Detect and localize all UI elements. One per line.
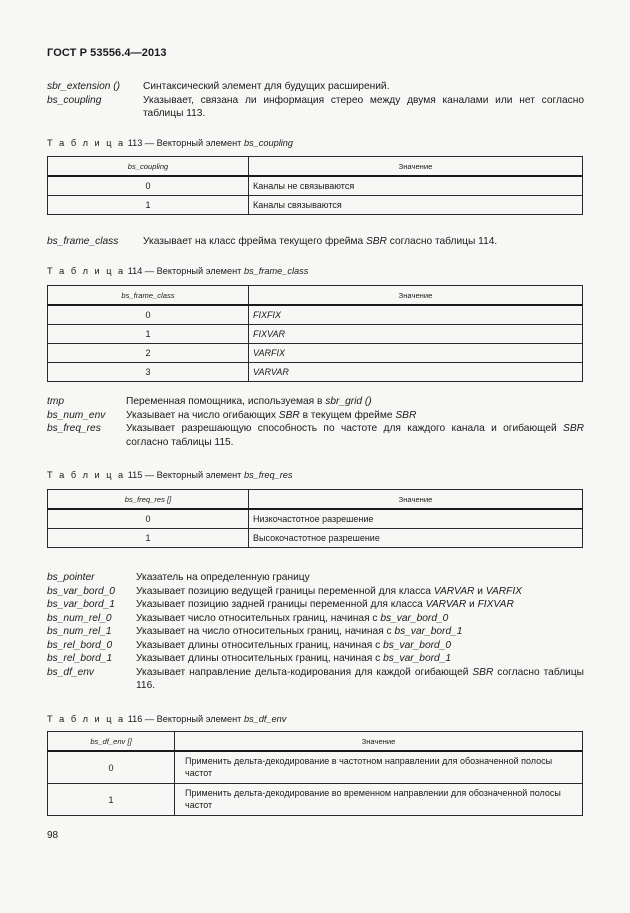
table-116-caption: Т а б л и ц а 116 — Векторный элемент bs_df_env xyxy=(47,714,287,724)
definition-text xyxy=(136,612,584,626)
cell-meaning: Применить дельта-декодирование во временном направлении для обозначенной полосы частот xyxy=(175,784,583,816)
definition-term: bs_df_env xyxy=(47,666,95,678)
definition-text-segment: Указывает позицию задней границы переменной для класса xyxy=(136,599,426,610)
definition-text-segment: SBR xyxy=(472,666,494,678)
definition-text-segment: и xyxy=(466,599,478,610)
table-115-caption: Т а б л и ц а 115 — Векторный элемент bs_freq_res xyxy=(47,470,293,480)
definition-text-segment: Указывает, связана ли информация стерео между двумя каналами или нет согласно таблицы 113. xyxy=(143,94,584,119)
definition-text-segment: согласно таблицы 114. xyxy=(386,236,498,247)
definition-term: bs_freq_res xyxy=(47,423,101,434)
definition-text-segment: SBR xyxy=(563,423,584,434)
cell-code: 0 xyxy=(48,305,249,325)
table-113-caption: Т а б л и ц а 113 — Векторный элемент bs_coupling xyxy=(47,138,293,148)
definition-text-segment: согласно таблицы 115. xyxy=(126,436,234,448)
definition-term: bs_var_bord_1 xyxy=(47,599,115,610)
definition-text xyxy=(136,652,584,666)
definition-text xyxy=(126,395,584,409)
table-row xyxy=(48,196,583,215)
definition-text-segment: bs_var_bord_1 xyxy=(383,653,452,664)
column-header-value: Значение xyxy=(249,157,583,177)
cell-meaning: Применить дельта-декодирование в частотном направлении для обозначенной полосы частот xyxy=(175,751,583,784)
table-row xyxy=(48,363,583,382)
table-row xyxy=(48,509,583,529)
cell-meaning: Высокочастотное разрешение xyxy=(249,529,583,548)
cell-code: 2 xyxy=(48,344,249,363)
cell-code: 0 xyxy=(48,751,175,784)
column-header-value: Значение xyxy=(249,286,583,306)
definition-text-segment: bs_var_bord_1 xyxy=(394,626,463,637)
column-header-element: bs_df_env [] xyxy=(48,732,175,752)
definition-text-segment: VARFIX xyxy=(485,585,522,597)
table-row xyxy=(48,529,583,548)
definition-text xyxy=(136,666,584,693)
definition-text-segment: Указатель на определенную границу xyxy=(136,572,310,583)
definitions-block-2 xyxy=(47,235,584,249)
definition-row xyxy=(47,666,584,693)
definition-text xyxy=(136,639,584,653)
definition-term: bs_rel_bord_0 xyxy=(47,639,113,651)
cell-code: 0 xyxy=(48,509,249,529)
cell-meaning: VARVAR xyxy=(249,363,583,382)
definition-term: bs_pointer xyxy=(47,572,95,583)
definition-term: bs_frame_class xyxy=(47,236,119,247)
definition-row xyxy=(47,652,584,666)
definition-text-segment: sbr_grid () xyxy=(325,396,372,407)
page-number: 98 xyxy=(47,830,59,841)
definition-row xyxy=(47,94,584,121)
definition-text xyxy=(143,235,584,249)
definition-term: bs_var_bord_0 xyxy=(47,585,115,597)
table-row xyxy=(48,784,583,816)
definition-text-segment: VARVAR xyxy=(433,585,475,597)
definition-text-segment: Указывает позицию ведущей границы переменной для класса xyxy=(136,585,434,597)
definition-term: bs_num_rel_0 xyxy=(47,612,112,624)
definition-term: bs_num_env xyxy=(47,409,106,421)
definition-text-segment: Указывает число относительных границ, начиная с xyxy=(136,612,381,624)
cell-code: 0 xyxy=(48,176,249,196)
cell-meaning: FIXFIX xyxy=(249,305,583,325)
definition-row xyxy=(47,639,584,653)
definition-row xyxy=(47,235,584,249)
definition-text-segment: SBR xyxy=(278,409,300,421)
document-header: ГОСТ Р 53556.4—2013 xyxy=(47,47,167,59)
definition-text-segment: Указывает разрешающую способность по частоте для каждого канала и огибающей xyxy=(126,423,564,434)
definition-text xyxy=(136,625,584,639)
table-row xyxy=(48,305,583,325)
cell-code: 1 xyxy=(48,325,249,344)
cell-code: 3 xyxy=(48,363,249,382)
cell-code: 1 xyxy=(48,196,249,215)
column-header-element: bs_coupling xyxy=(48,157,249,177)
definition-row xyxy=(47,571,584,585)
definition-text-segment: Указывает длины относительных границ, начиная с xyxy=(136,653,384,664)
definition-text-segment: SBR xyxy=(365,236,387,247)
cell-meaning: FIXVAR xyxy=(249,325,583,344)
definitions-block-1 xyxy=(47,80,584,121)
table-116 xyxy=(47,731,583,816)
definition-text xyxy=(136,571,584,585)
definition-text-segment: и xyxy=(474,585,486,597)
definition-term: bs_num_rel_1 xyxy=(47,626,112,637)
table-row xyxy=(48,344,583,363)
definition-term: sbr_extension () xyxy=(47,81,121,92)
definition-text xyxy=(126,409,584,423)
column-header-value: Значение xyxy=(249,490,583,510)
table-114-caption: Т а б л и ц а 114 — Векторный элемент bs_frame_class xyxy=(47,266,309,276)
definitions-block-4 xyxy=(47,571,584,693)
cell-meaning: Каналы связываются xyxy=(249,196,583,215)
definition-text-segment: SBR xyxy=(395,409,417,421)
definition-text xyxy=(136,598,584,612)
definition-row xyxy=(47,422,584,449)
table-113 xyxy=(47,156,583,215)
definition-text-segment: Переменная помощника, используемая в xyxy=(126,396,326,407)
definition-text xyxy=(126,422,584,449)
column-header-element: bs_freq_res [] xyxy=(48,490,249,510)
cell-code: 1 xyxy=(48,529,249,548)
definition-text-segment: Указывает длины относительных границ, начиная с xyxy=(136,639,384,651)
column-header-value: Значение xyxy=(175,732,583,752)
definition-row xyxy=(47,395,584,409)
definition-text-segment: Указывает на число огибающих xyxy=(126,409,279,421)
definition-term: bs_coupling xyxy=(47,94,102,106)
table-row xyxy=(48,325,583,344)
definition-text-segment: FIXVAR xyxy=(477,599,514,610)
definitions-block-3 xyxy=(47,395,584,449)
definition-term: bs_rel_bord_1 xyxy=(47,653,113,664)
definition-text-segment: Синтаксический элемент для будущих расширений. xyxy=(143,81,390,92)
definition-row xyxy=(47,585,584,599)
cell-meaning: VARFIX xyxy=(249,344,583,363)
table-row xyxy=(48,751,583,784)
table-row xyxy=(48,176,583,196)
column-header-element: bs_frame_class xyxy=(48,286,249,306)
definition-text-segment: Указывает на класс фрейма текущего фрейма xyxy=(143,236,366,247)
definition-row xyxy=(47,612,584,626)
definition-text xyxy=(143,80,584,94)
table-114 xyxy=(47,285,583,382)
definition-row xyxy=(47,598,584,612)
definition-text xyxy=(143,94,584,121)
definition-row xyxy=(47,625,584,639)
definition-row xyxy=(47,80,584,94)
cell-code: 1 xyxy=(48,784,175,816)
definition-row xyxy=(47,409,584,423)
definition-text xyxy=(136,585,584,599)
cell-meaning: Низкочастотное разрешение xyxy=(249,509,583,529)
definition-text-segment: в текущем фрейме xyxy=(299,409,396,421)
definition-text-segment: bs_var_bord_0 xyxy=(383,639,452,651)
definition-text-segment: Указывает на число относительных границ, начиная с xyxy=(136,626,395,637)
definition-term: tmp xyxy=(47,396,64,407)
definition-text-segment: VARVAR xyxy=(425,599,467,610)
table-115 xyxy=(47,489,583,548)
definition-text-segment: согласно таблицы 116. xyxy=(136,666,584,691)
cell-meaning: Каналы не связываются xyxy=(249,176,583,196)
definition-text-segment: bs_var_bord_0 xyxy=(380,612,449,624)
definition-text-segment: Указывает направление дельта-кодирования для каждой огибающей xyxy=(136,666,473,678)
